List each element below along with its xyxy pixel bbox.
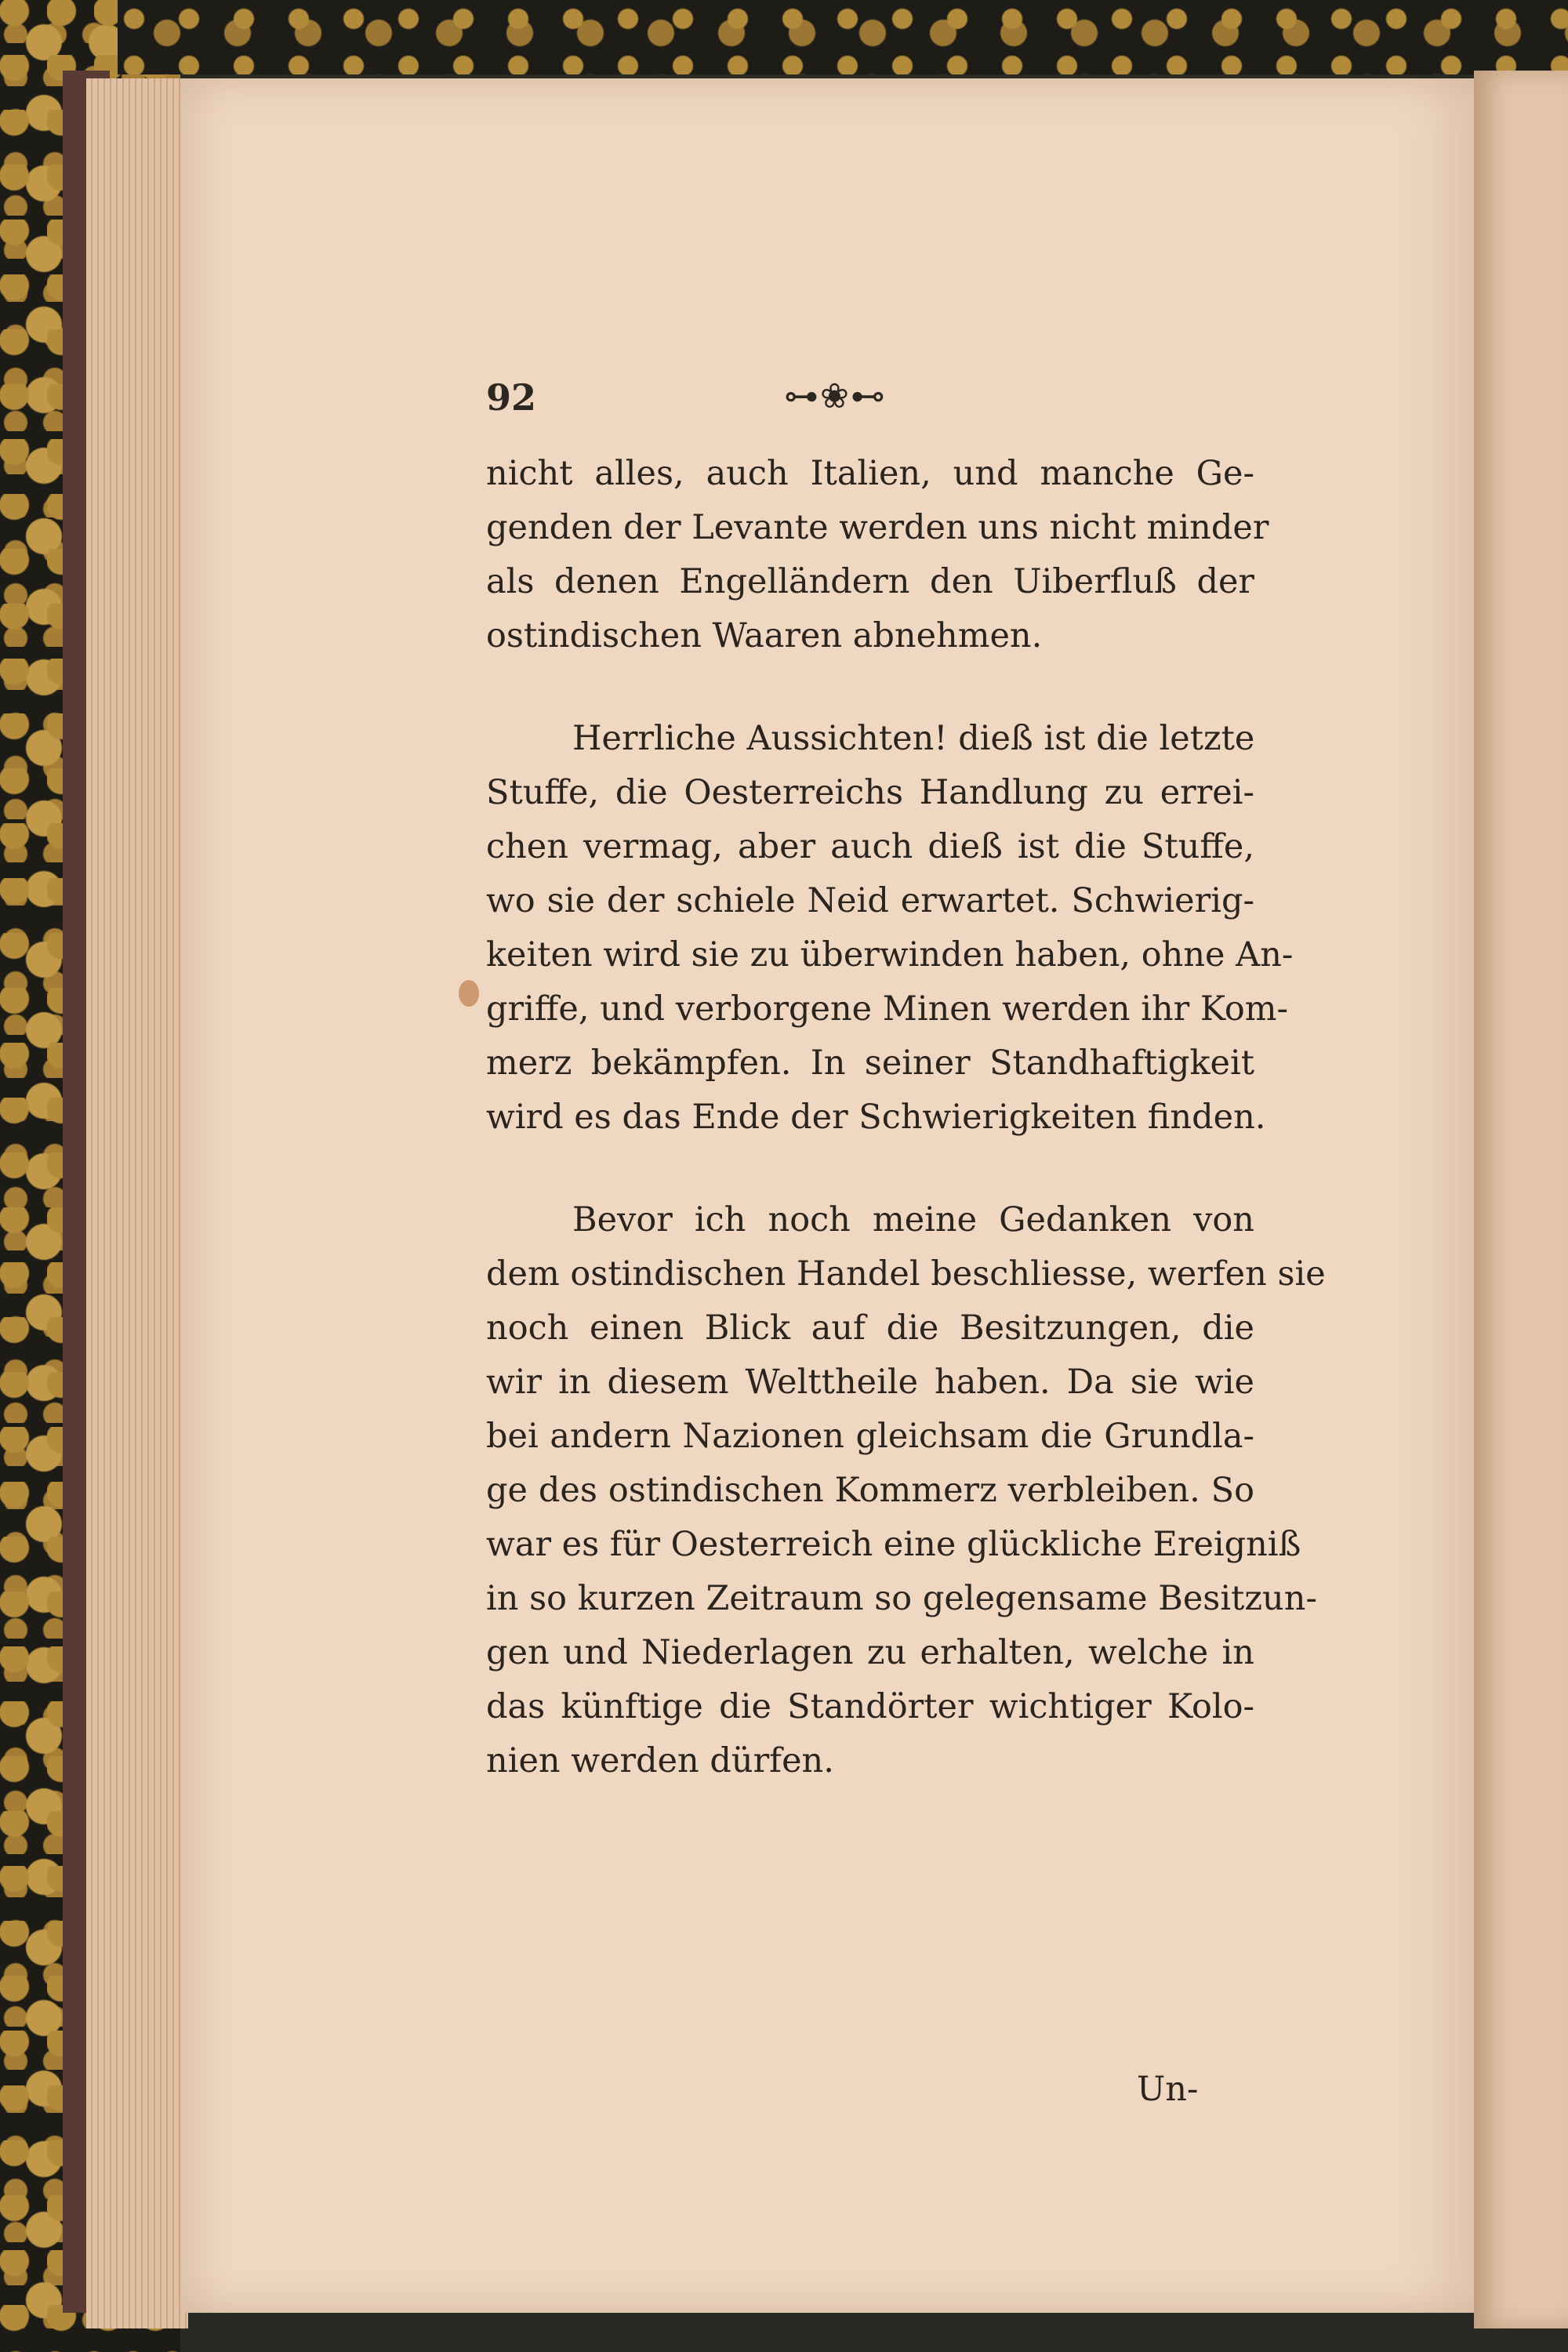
text-line: Bevor ich noch meine Gedanken von <box>572 1200 1254 1240</box>
marbled-cover-top <box>118 0 1568 74</box>
text-line: bei andern Nazionen gleichsam die Grundla- <box>486 1417 1254 1456</box>
text-line: merz bekämpfen. In seiner Standhaftigkeit <box>486 1044 1254 1083</box>
ornament-icon: ⊶❀⊷ <box>784 376 887 416</box>
text-line: chen vermag, aber auch dieß ist die Stuffe, <box>486 827 1254 866</box>
text-line: ostindischen Waaren abnehmen. <box>486 616 1043 655</box>
text-line: in so kurzen Zeitraum so gelegensame Besitzun- <box>486 1579 1317 1618</box>
paragraph-3 <box>486 1193 1326 1788</box>
text-line: gen und Niederlagen zu erhalten, welche in <box>486 1633 1254 1672</box>
text-line: wir in diesem Welttheile haben. Da sie wie <box>486 1363 1254 1402</box>
text-line: wird es das Ende der Schwierigkeiten finden. <box>486 1098 1266 1137</box>
text-line: ge des ostindischen Kommerz verbleiben. So <box>486 1471 1254 1510</box>
running-head <box>486 376 1254 423</box>
page-edges <box>86 78 188 2328</box>
paragraph-1 <box>486 447 1269 663</box>
text-line: Stuffe, die Oesterreichs Handlung zu errei- <box>486 773 1254 812</box>
facing-page-edge <box>1474 71 1568 2328</box>
text-line: Herrliche Aussichten! dieß ist die letzte <box>572 719 1255 758</box>
paper-stain <box>459 980 479 1007</box>
text-line: nien werden dürfen. <box>486 1741 834 1780</box>
text-line: wo sie der schiele Neid erwartet. Schwierig- <box>486 881 1254 920</box>
catchword: Un- <box>1137 2070 1199 2109</box>
text-line: das künftige die Standörter wichtiger Kolo- <box>486 1687 1254 1726</box>
text-line: keiten wird sie zu überwinden haben, ohne An- <box>486 935 1294 975</box>
text-line: nicht alles, auch Italien, und manche Ge- <box>486 454 1254 493</box>
text-line: war es für Oesterreich eine glückliche Ereigniß <box>486 1525 1301 1564</box>
body-text <box>486 447 1326 1837</box>
text-line: griffe, und verborgene Minen werden ihr Kom- <box>486 989 1289 1029</box>
text-line: noch einen Blick auf die Besitzungen, die <box>486 1308 1254 1348</box>
paragraph-2 <box>486 712 1294 1145</box>
page-number: 92 <box>486 376 537 419</box>
text-line: als denen Engelländern den Uiberfluß der <box>486 562 1254 601</box>
text-line: dem ostindischen Handel beschliesse, werfen sie <box>486 1254 1326 1294</box>
text-line: genden der Levante werden uns nicht minder <box>486 508 1269 547</box>
